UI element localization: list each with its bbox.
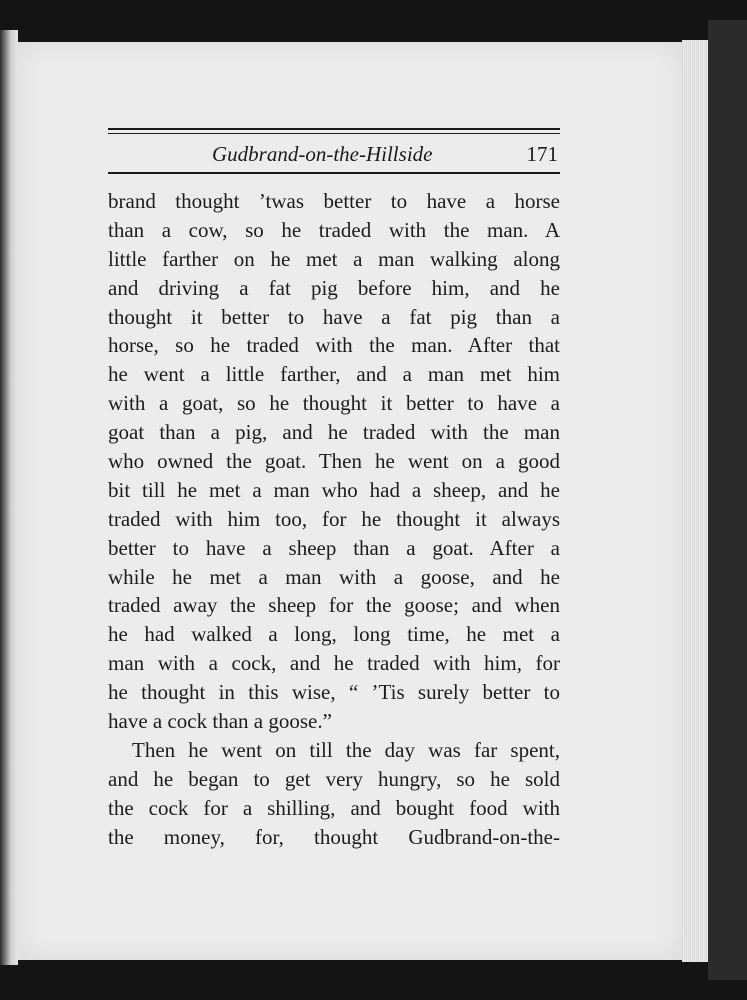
text-line: and he began to get very hungry, so he sold [108,766,560,791]
book-spine-edge [0,30,18,965]
header-rule-top [108,128,560,130]
page-edges [682,40,708,962]
book-cover-edge [708,20,747,980]
text-line: horse, so he traded with the man. After that [108,333,560,358]
text-line: better to have a sheep than a goat. After a [108,535,560,560]
text-line: man with a cock, and he traded with him, for [108,651,560,676]
text-line: and driving a fat pig before him, and he [108,275,560,300]
text-line: traded with him too, for he thought it always [108,506,560,531]
text-line-paragraph-end: have a cock than a goose.” [108,709,332,734]
text-line: bit till he met a man who had a sheep, and he [108,477,560,502]
text-line: than a cow, so he traded with the man. A [108,217,560,242]
text-line: goat than a pig, and he traded with the man [108,420,560,445]
text-line: he thought in this wise, “ ’Tis surely better to [108,680,560,705]
text-line: who owned the goat. Then he went on a good [108,449,560,474]
text-line-paragraph-start: Then he went on till the day was far spent, [132,737,560,762]
text-line: traded away the sheep for the goose; and when [108,593,560,618]
text-line: while he met a man with a goose, and he [108,564,560,589]
text-line: the cock for a shilling, and bought food with [108,795,560,820]
header-rule-bottom [108,172,560,174]
running-head: Gudbrand-on-the-Hillside [212,142,433,166]
body-text [108,187,560,851]
page-header [108,124,560,176]
text-line: brand thought ’twas better to have a horse [108,189,560,213]
text-line: the money, for, thought Gudbrand-on-the- [108,824,560,849]
text-line: thought it better to have a fat pig than a [108,304,560,329]
text-line: he went a little farther, and a man met him [108,362,560,387]
text-line: with a goat, so he thought it better to have a [108,391,560,416]
text-line: little farther on he met a man walking along [108,246,560,271]
text-line: he had walked a long, long time, he met a [108,622,560,647]
page-number: 171 [526,142,558,166]
header-rule-top-thin [108,133,560,134]
